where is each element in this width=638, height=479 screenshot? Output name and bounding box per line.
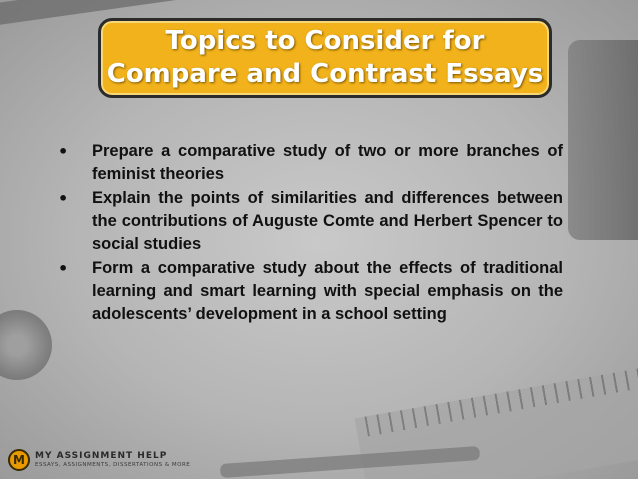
- list-item-text: Explain the points of similarities and differences between the contributions of Auguste Comte and Herbert Spencer to social studies: [92, 189, 563, 253]
- list-item-text: Prepare a comparative study of two or more branches of feminist theories: [92, 142, 563, 183]
- topic-list: [58, 140, 563, 327]
- title-line-2: Compare and Contrast Essays: [106, 59, 544, 89]
- logo-badge-icon: M: [8, 449, 30, 471]
- bullet-icon: •: [58, 259, 69, 278]
- logo-name: MY ASSIGNMENT HELP: [35, 451, 168, 461]
- bullet-icon: •: [58, 142, 69, 161]
- logo-tagline: ESSAYS, ASSIGNMENTS, DISSERTATIONS & MORE: [35, 462, 191, 468]
- stapler-decoration: [568, 40, 638, 240]
- title-line-1: Topics to Consider for: [165, 26, 485, 56]
- list-item-text: Form a comparative study about the effects of traditional learning and smart learning with special emphasis on the adolescents’ development in a school setting: [92, 259, 563, 323]
- list-item: [58, 187, 563, 256]
- sharpener-decoration: [0, 310, 52, 380]
- brand-logo: [8, 449, 190, 471]
- list-item: [58, 257, 563, 326]
- list-item: [58, 140, 563, 186]
- bullet-icon: •: [58, 189, 69, 208]
- logo-text: [35, 451, 190, 469]
- title-banner: [98, 18, 552, 98]
